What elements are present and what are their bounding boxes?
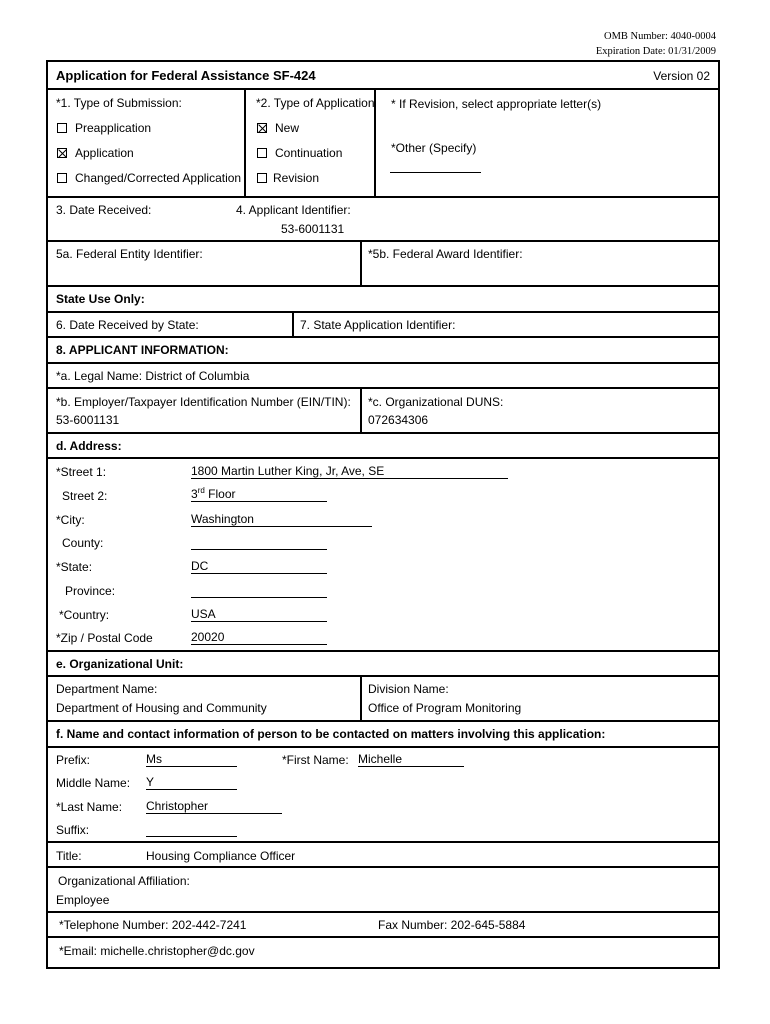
divider	[48, 911, 718, 913]
province-field[interactable]	[191, 583, 327, 598]
divider	[48, 675, 718, 677]
applicant-identifier-value: 53-6001131	[281, 222, 345, 236]
country-field[interactable]: USA	[191, 607, 327, 622]
state-label: *State:	[56, 560, 93, 574]
street2-field[interactable]	[191, 487, 327, 502]
title-value: Housing Compliance Officer	[146, 849, 296, 863]
email: *Email: michelle.christopher@dc.gov	[59, 944, 255, 958]
new-checkbox[interactable]	[257, 123, 267, 133]
state-application-id-label: 7. State Application Identifier:	[300, 318, 456, 332]
department-label: Department Name:	[56, 682, 158, 696]
revision-label: Revision	[273, 171, 320, 185]
divider	[48, 311, 718, 313]
divider	[48, 650, 718, 652]
omb-info	[596, 29, 716, 59]
divider	[48, 457, 718, 459]
country-label: *Country:	[59, 608, 110, 622]
prefix-field[interactable]: Ms	[146, 752, 237, 767]
org-unit-heading: e. Organizational Unit:	[56, 657, 184, 671]
applicant-identifier-label: 4. Applicant Identifier:	[236, 203, 351, 217]
duns-label: *c. Organizational DUNS:	[368, 395, 504, 409]
middle-name-label: Middle Name:	[56, 776, 131, 790]
county-field[interactable]	[191, 535, 327, 550]
divider	[48, 88, 718, 90]
divider	[360, 241, 362, 285]
continuation-label: Continuation	[275, 146, 343, 160]
divider	[244, 89, 246, 196]
form-title: Application for Federal Assistance SF-424	[56, 68, 316, 83]
divider	[48, 866, 718, 868]
first-name-field[interactable]: Michelle	[358, 752, 464, 767]
divider	[292, 312, 294, 336]
divider	[360, 388, 362, 432]
preapplication-checkbox[interactable]	[57, 123, 67, 133]
last-name-field[interactable]: Christopher	[146, 799, 282, 814]
divider	[48, 432, 718, 434]
date-received-state-label: 6. Date Received by State:	[56, 318, 199, 332]
divider	[48, 285, 718, 287]
city-label: *City:	[56, 513, 85, 527]
telephone: *Telephone Number: 202-442-7241	[59, 918, 247, 932]
application-checkbox[interactable]	[57, 148, 67, 158]
ein-label: *b. Employer/Taxpayer Identification Number (EIN/TIN):	[56, 395, 351, 409]
form-version: Version 02	[653, 69, 710, 83]
affiliation-label: Organizational Affiliation:	[58, 874, 190, 888]
zip-label: *Zip / Postal Code	[56, 631, 153, 645]
address-heading: d. Address:	[56, 439, 122, 453]
department-value: Department of Housing and Community	[56, 701, 267, 715]
legal-name: *a. Legal Name: District of Columbia	[56, 369, 250, 383]
divider	[48, 936, 718, 938]
applicant-info-heading: 8. APPLICANT INFORMATION:	[56, 343, 229, 357]
continuation-checkbox[interactable]	[257, 148, 267, 158]
submission-type-label: *1. Type of Submission:	[56, 96, 182, 110]
street2-label: Street 2:	[62, 489, 108, 503]
changed-application-label: Changed/Corrected Application	[75, 171, 242, 185]
preapplication-label: Preapplication	[75, 121, 152, 135]
revision-checkbox[interactable]	[257, 173, 267, 183]
state-field[interactable]: DC	[191, 559, 327, 574]
divider	[48, 196, 718, 198]
federal-entity-label: 5a. Federal Entity Identifier:	[56, 247, 203, 261]
street2-rest: Floor	[204, 487, 236, 501]
other-specify-label: *Other (Specify)	[391, 141, 477, 155]
application-type-label: *2. Type of Application	[256, 96, 375, 110]
ein-value: 53-6001131	[56, 413, 120, 427]
revision-letter-label: * If Revision, select appropriate letter(s)	[391, 97, 602, 111]
expiration-date: Expiration Date: 01/31/2009	[595, 46, 716, 57]
division-value: Office of Program Monitoring	[368, 701, 522, 715]
middle-name-field[interactable]: Y	[146, 775, 237, 790]
divider	[360, 676, 362, 720]
city-field[interactable]: Washington	[191, 512, 372, 527]
street1-field[interactable]: 1800 Martin Luther King, Jr, Ave, SE	[191, 464, 508, 479]
county-label: County:	[62, 536, 104, 550]
divider	[48, 841, 718, 843]
divider	[48, 387, 718, 389]
first-name-label: *First Name:	[282, 753, 349, 767]
other-specify-field[interactable]	[390, 158, 481, 173]
divider	[48, 336, 718, 338]
suffix-field[interactable]	[146, 822, 237, 837]
sf424-form	[46, 60, 720, 969]
date-received-label: 3. Date Received:	[56, 203, 152, 217]
prefix-label: Prefix:	[56, 753, 91, 767]
province-label: Province:	[65, 584, 116, 598]
changed-application-checkbox[interactable]	[57, 173, 67, 183]
last-name-label: *Last Name:	[56, 800, 123, 814]
new-label: New	[275, 121, 300, 135]
zip-field[interactable]: 20020	[191, 630, 327, 645]
street1-label: *Street 1:	[56, 465, 107, 479]
omb-number: OMB Number: 4040-0004	[604, 31, 716, 42]
state-use-label: State Use Only:	[56, 292, 145, 306]
street2-number: 3	[191, 487, 198, 501]
divider	[48, 362, 718, 364]
suffix-label: Suffix:	[56, 823, 90, 837]
street2-ordinal: rd	[197, 486, 205, 495]
affiliation-value: Employee	[56, 893, 110, 907]
divider	[48, 746, 718, 748]
duns-value: 072634306	[368, 413, 429, 427]
division-label: Division Name:	[368, 682, 449, 696]
divider	[48, 720, 718, 722]
title-label: Title:	[56, 849, 82, 863]
divider	[48, 240, 718, 242]
fax: Fax Number: 202-645-5884	[378, 918, 526, 932]
contact-heading: f. Name and contact information of person to be contacted on matters involving this application:	[56, 727, 606, 741]
federal-award-label: *5b. Federal Award Identifier:	[368, 247, 523, 261]
application-label: Application	[75, 146, 134, 160]
